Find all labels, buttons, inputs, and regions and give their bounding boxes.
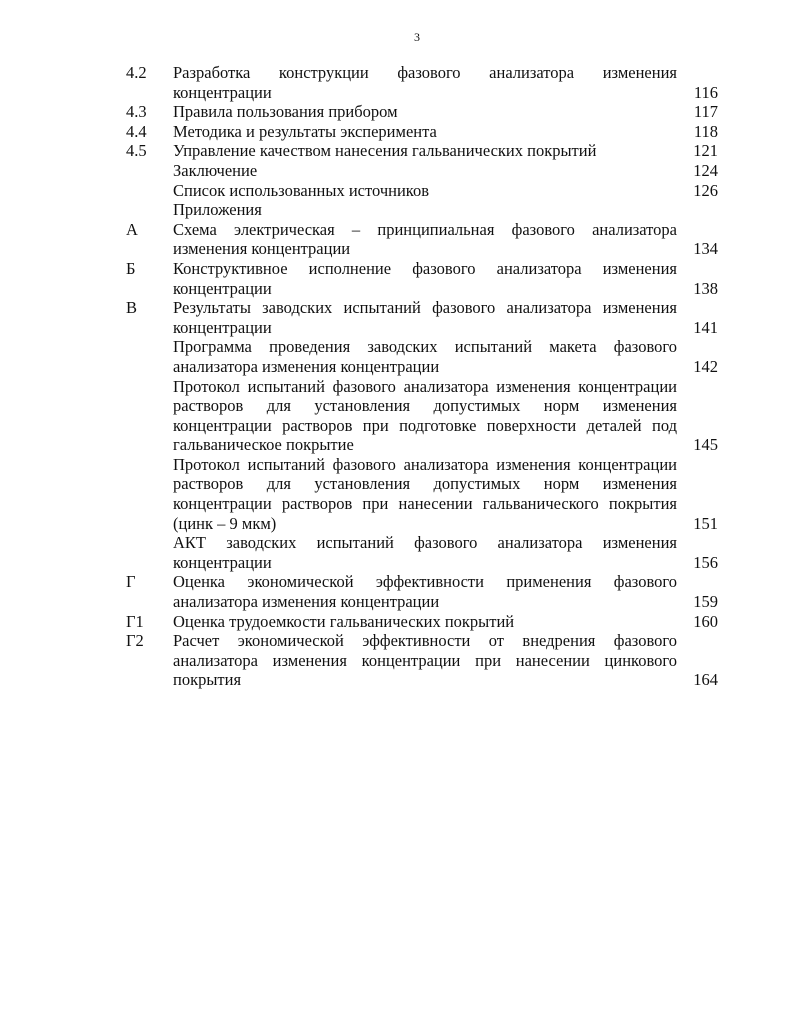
entry-number: Б — [126, 258, 136, 278]
entry-page: 118 — [693, 121, 718, 141]
toc-entry-test-program — [0, 337, 794, 376]
toc-entry-appendices — [0, 200, 794, 220]
entry-title: Схема электрическая – принципиальная фазового анализатора изменения концентрации — [173, 219, 677, 259]
entry-number: А — [126, 219, 138, 239]
entry-number: 4.5 — [126, 141, 147, 161]
entry-title: Оценка экономической эффективности применения фазового анализатора изменения концентрации — [173, 572, 677, 612]
entry-page: 142 — [693, 356, 718, 376]
entry-number: Г2 — [126, 631, 144, 651]
entry-number: Г1 — [126, 611, 144, 631]
entry-title: Оценка трудоемкости гальванических покрытий — [173, 611, 515, 631]
entry-page: 117 — [693, 102, 718, 122]
entry-page: 116 — [693, 82, 718, 102]
toc-entry-4-2 — [0, 63, 794, 102]
entry-page: 124 — [693, 160, 718, 180]
entry-page: 156 — [693, 552, 718, 572]
entry-page: 141 — [693, 317, 718, 337]
toc-entry-test-act — [0, 533, 794, 572]
toc-entry-appendix-g — [0, 572, 794, 611]
toc-entry-appendix-v — [0, 298, 794, 337]
entry-title: Расчет экономической эффективности от внедрения фазового анализатора изменения концентрации при нанесении цинкового покрытия — [173, 631, 677, 690]
entry-number: 4.2 — [126, 63, 147, 82]
entry-number: 4.3 — [126, 102, 147, 122]
entry-page: 138 — [693, 278, 718, 298]
entry-page: 121 — [693, 141, 718, 161]
toc-entry-references — [0, 181, 794, 201]
entry-page: 134 — [693, 239, 718, 259]
entry-page: 160 — [693, 611, 718, 631]
entry-title: Разработка конструкции фазового анализатора изменения концентрации — [173, 63, 677, 102]
entry-page: 151 — [693, 513, 718, 533]
toc-entry-appendix-g2 — [0, 631, 794, 690]
entry-title: Программа проведения заводских испытаний макета фазового анализатора изменения концентрации — [173, 337, 677, 376]
toc-entry-appendix-b — [0, 259, 794, 298]
entry-number: В — [126, 298, 138, 318]
entry-title: Правила пользования прибором — [173, 102, 398, 122]
toc-entry-protocol-surface — [0, 377, 794, 455]
entry-page: 164 — [693, 670, 718, 690]
toc-entry-appendix-g1 — [0, 612, 794, 632]
entry-page: 159 — [693, 592, 718, 612]
entry-title: Методика и результаты эксперимента — [173, 121, 437, 141]
entry-title: Протокол испытаний фазового анализатора изменения концентрации растворов для установления допустимых норм изменения концентрации растворов при нанесении гальванического покрытия (цинк – 9 мкм) — [173, 454, 677, 533]
toc-entry-conclusion — [0, 161, 794, 181]
entry-title: Список использованных источников — [173, 180, 429, 200]
entry-page: 145 — [693, 435, 718, 455]
entry-title: Конструктивное исполнение фазового анализатора изменения концентрации — [173, 258, 677, 298]
entry-title: Управление качеством нанесения гальванических покрытий — [173, 141, 597, 161]
table-of-contents — [0, 63, 794, 690]
entry-title: АКТ заводских испытаний фазового анализатора изменения концентрации — [173, 533, 677, 572]
entry-title: Протокол испытаний фазового анализатора изменения концентрации растворов для установления допустимых норм изменения концентрации растворов при подготовке поверхности деталей под гальваническое покрытие — [173, 376, 677, 455]
entry-number: Г — [126, 572, 136, 592]
entry-title: Заключение — [173, 160, 258, 180]
toc-entry-appendix-a — [0, 220, 794, 259]
toc-entry-protocol-zinc — [0, 455, 794, 533]
page-number: 3 — [414, 30, 420, 44]
entry-page: 126 — [693, 180, 718, 200]
entry-title: Результаты заводских испытаний фазового анализатора изменения концентрации — [173, 298, 677, 337]
toc-entry-4-3 — [0, 102, 794, 122]
entry-number: 4.4 — [126, 121, 147, 141]
toc-entry-4-5 — [0, 141, 794, 161]
toc-entry-4-4 — [0, 122, 794, 142]
entry-title: Приложения — [173, 200, 262, 220]
